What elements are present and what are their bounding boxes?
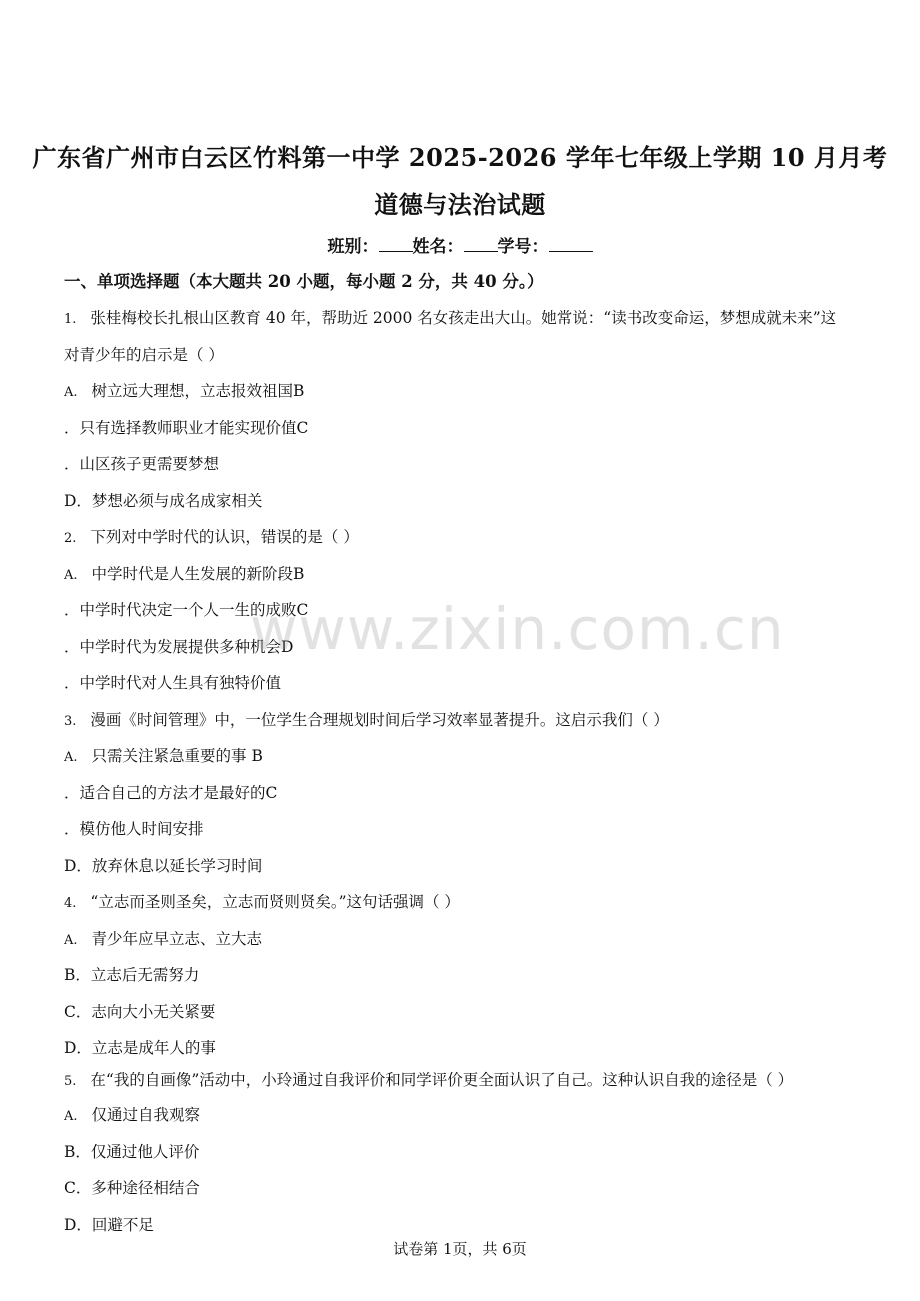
question-4-option-c: C．志向大小无关紧要 — [64, 1003, 216, 1021]
question-number: 5. — [64, 1074, 77, 1089]
question-4-stem — [64, 890, 460, 912]
option-letter: A. — [64, 568, 78, 583]
question-text: 在“我的自画像”活动中，小玲通过自我评价和同学评价更全面认识了自己。这种认识自我的途径是（ ） — [90, 1071, 794, 1089]
section-title: 一、单项选择题（本大题共 20 小题，每小题 2 分，共 40 分。） — [64, 272, 544, 291]
question-5-option-b: B．仅通过他人评价 — [64, 1143, 200, 1161]
id-blank — [549, 235, 593, 252]
option-letter: A. — [64, 933, 78, 948]
question-1-option-a — [64, 379, 304, 401]
name-label: 姓名： — [412, 237, 464, 257]
question-3-option-c: ．模仿他人时间安排 — [64, 820, 204, 838]
id-label: 学号： — [497, 237, 549, 257]
question-2-stem — [64, 525, 359, 547]
question-2-option-a — [64, 562, 304, 584]
class-blank — [379, 235, 413, 252]
question-3-option-b: ．适合自己的方法才是最好的C — [64, 784, 278, 802]
option-letter: A. — [64, 1109, 78, 1124]
question-2-option-b: ．中学时代决定一个人一生的成败C — [64, 601, 309, 619]
question-1-option-c: ．山区孩子更需要梦想 — [64, 455, 220, 473]
option-letter: A. — [64, 750, 78, 765]
option-text: 树立远大理想，立志报效祖国B — [91, 382, 305, 400]
question-text: 下列对中学时代的认识，错误的是（ ） — [90, 528, 359, 546]
exam-title-line2: 道德与法治试题 — [374, 190, 546, 219]
exam-title-line1: 广东省广州市白云区竹料第一中学 2025-2026 学年七年级上学期 10 月月考 — [32, 143, 888, 172]
question-2-option-c: ．中学时代为发展提供多种机会D — [64, 638, 294, 656]
option-text: 仅通过自我观察 — [91, 1106, 201, 1124]
question-5-stem — [64, 1068, 793, 1090]
question-text: 漫画《时间管理》中，一位学生合理规划时间后学习效率显著提升。这启示我们（ ） — [90, 711, 669, 729]
question-text: 张桂梅校长扎根山区教育 40 年，帮助近 2000 名女孩走出大山。她常说：“读书改变命运，梦想成就未来”这 — [90, 309, 837, 327]
question-4-option-a — [64, 927, 262, 949]
question-number: 2. — [64, 531, 77, 546]
option-text: 中学时代是人生发展的新阶段B — [91, 565, 305, 583]
question-text: “立志而圣则圣矣，立志而贤则贤矣。”这句话强调（ ） — [90, 893, 460, 911]
question-5-option-d: D．回避不足 — [64, 1216, 154, 1234]
watermark: www.zixin.com.cn — [250, 595, 785, 663]
question-number: 1. — [64, 312, 77, 327]
option-text: 只需关注紧急重要的事 B — [91, 747, 263, 765]
question-3-option-d: D．放弃休息以延长学习时间 — [64, 857, 263, 875]
page-footer: 试卷第 1页，共 6页 — [393, 1240, 527, 1258]
question-5-option-a — [64, 1103, 200, 1125]
student-info-line — [0, 232, 920, 257]
question-1-option-d: D．梦想必须与成名成家相关 — [64, 492, 263, 510]
name-blank — [464, 235, 498, 252]
question-1-stem-line1 — [64, 306, 836, 328]
option-letter: A. — [64, 385, 78, 400]
question-4-option-b: B．立志后无需努力 — [64, 966, 200, 984]
question-number: 3. — [64, 714, 77, 729]
question-4-option-d: D．立志是成年人的事 — [64, 1039, 216, 1057]
class-label: 班别： — [327, 237, 379, 257]
question-5-option-c: C．多种途径相结合 — [64, 1179, 200, 1197]
question-1-option-b: ．只有选择教师职业才能实现价值C — [64, 419, 309, 437]
question-3-option-a — [64, 744, 263, 766]
question-1-stem-line2: 对青少年的启示是（ ） — [64, 346, 224, 364]
option-text: 青少年应早立志、立大志 — [91, 930, 263, 948]
question-3-stem — [64, 708, 669, 730]
question-2-option-d: ．中学时代对人生具有独特价值 — [64, 674, 282, 692]
question-number: 4. — [64, 896, 77, 911]
